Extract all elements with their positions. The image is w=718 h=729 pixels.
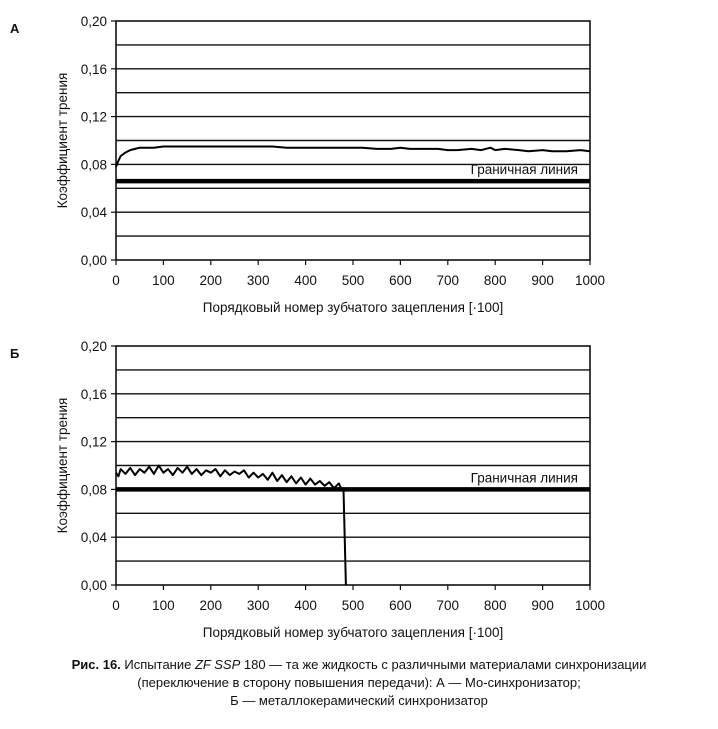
y-tick-label: 0,16 xyxy=(80,61,107,77)
y-tick-label: 0,00 xyxy=(80,253,107,268)
caption-text-a: Испытание xyxy=(124,657,195,672)
caption-line-1 xyxy=(0,656,718,674)
x-tick-label: 600 xyxy=(389,598,412,613)
panel-label: Б xyxy=(10,346,20,361)
x-tick-label: 400 xyxy=(294,598,317,613)
y-tick-label: 0,08 xyxy=(80,157,107,173)
x-tick-label: 0 xyxy=(112,598,120,613)
x-tick-label: 500 xyxy=(341,273,365,288)
x-tick-label: 800 xyxy=(483,598,507,613)
y-tick-label: 0,16 xyxy=(80,386,107,402)
x-tick-label: 500 xyxy=(341,598,365,613)
x-tick-label: 300 xyxy=(246,598,270,613)
boundary-label: Граничная линия xyxy=(470,470,578,486)
y-tick-label: 0,12 xyxy=(80,109,107,125)
y-axis-title: Коэффициент трения xyxy=(55,397,70,534)
boundary-label: Граничная линия xyxy=(470,162,578,178)
x-tick-label: 900 xyxy=(531,273,554,288)
x-tick-label: 100 xyxy=(152,598,175,613)
caption-figure-number: Рис. 16. xyxy=(71,657,121,672)
x-tick-label: 100 xyxy=(152,273,175,288)
caption-italic: ZF SSP xyxy=(194,657,241,672)
caption-text-b: 180 — та же жидкость с различными материалами синхронизации xyxy=(240,657,647,672)
chart-a xyxy=(0,0,718,325)
x-tick-label: 600 xyxy=(389,273,412,288)
y-tick-label: 0,08 xyxy=(80,482,107,498)
y-tick-label: 0,20 xyxy=(80,14,107,29)
chart-b xyxy=(0,325,718,650)
x-tick-label: 700 xyxy=(436,273,460,288)
x-tick-label: 0 xyxy=(112,273,120,288)
y-axis-title: Коэффициент трения xyxy=(55,72,70,209)
x-tick-label: 200 xyxy=(199,273,223,288)
figure-caption xyxy=(0,656,718,710)
y-tick-label: 0,04 xyxy=(80,530,107,546)
y-tick-label: 0,20 xyxy=(80,339,107,354)
x-axis-title: Порядковый номер зубчатого зацепления [·100] xyxy=(202,300,504,315)
caption-line-2: (переключение в сторону повышения передачи): А — Мо-синхронизатор; xyxy=(137,675,581,690)
y-tick-label: 0,12 xyxy=(80,434,107,450)
x-tick-label: 300 xyxy=(246,273,270,288)
x-tick-label: 800 xyxy=(483,273,507,288)
x-axis-title: Порядковый номер зубчатого зацепления [·100] xyxy=(202,625,504,640)
y-tick-label: 0,00 xyxy=(80,578,107,593)
y-tick-label: 0,04 xyxy=(80,205,107,221)
series-line xyxy=(116,466,346,586)
panel-label: А xyxy=(10,21,20,36)
x-tick-label: 400 xyxy=(294,273,317,288)
x-tick-label: 1000 xyxy=(574,273,606,288)
x-tick-label: 900 xyxy=(531,598,554,613)
x-tick-label: 1000 xyxy=(574,598,606,613)
x-tick-label: 700 xyxy=(436,598,460,613)
caption-line-3: Б — металлокерамический синхронизатор xyxy=(230,693,488,708)
x-tick-label: 200 xyxy=(199,598,223,613)
